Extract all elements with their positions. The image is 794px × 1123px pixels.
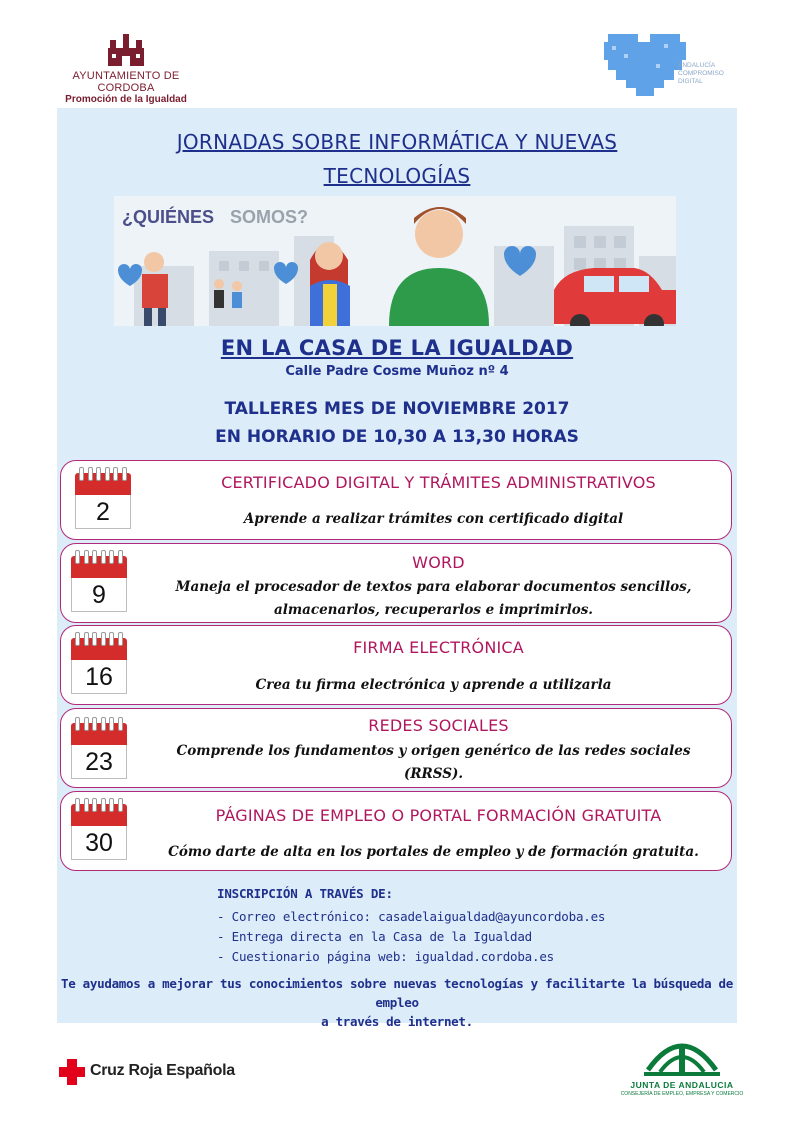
- venue-name: EN LA CASA DE LA IGUALDAD: [220, 336, 574, 360]
- junta-emblem-icon: [642, 1028, 722, 1078]
- castle-emblem-icon: [106, 34, 146, 68]
- workshop-description: Cómo darte de alta en los portales de empleo y de formación gratuita.: [168, 844, 699, 860]
- title-line-2: TECNOLOGÍAS: [323, 164, 471, 188]
- workshop-description-cont: (RRSS).: [403, 766, 464, 782]
- calendar-icon: [71, 798, 127, 860]
- calendar-icon: [71, 550, 127, 612]
- junta-name: JUNTA DE ANDALUCIA: [630, 1080, 734, 1090]
- workshop-day: 23: [85, 748, 113, 776]
- calendar-icon: [71, 717, 127, 779]
- workshop-card-word: [60, 543, 732, 623]
- workshop-description: Crea tu firma electrónica y aprende a utilizarla: [255, 677, 612, 693]
- ayuntamiento-department: Promoción de la Igualdad: [65, 94, 187, 105]
- compromiso-digital-text: ANDALUCÍA COMPROMISO DIGITAL: [678, 62, 724, 85]
- workshop-month: TALLERES MES DE NOVIEMBRE 2017: [224, 399, 570, 419]
- quienes-text: ¿QUIÉNES: [122, 207, 215, 227]
- calendar-icon: [75, 467, 131, 529]
- ayuntamiento-logo: [58, 34, 194, 105]
- cruz-roja-logo: [58, 1058, 238, 1086]
- workshop-title: REDES SOCIALES: [368, 716, 509, 735]
- closing-message: Te ayudamos a mejorar tus conocimientos sobre nuevas tecnologías y facilitarte la búsqueda de empleo a través de internet.: [61, 976, 733, 1029]
- workshop-title: PÁGINAS DE EMPLEO O PORTAL FORMACIÓN GRATUITA: [215, 806, 662, 825]
- ayuntamiento-name: AYUNTAMIENTO DE CORDOBA: [72, 70, 180, 94]
- venue-address: Calle Padre Cosme Muñoz nº 4: [285, 364, 509, 379]
- andalucia-compromiso-digital-logo: [604, 30, 744, 100]
- cruz-roja-text: Cruz Roja Española: [90, 1062, 235, 1079]
- workshop-card-empleo: [60, 791, 732, 871]
- workshop-description: Aprende a realizar trámites con certificado digital: [243, 511, 624, 527]
- workshop-description-cont: almacenarlos, recuperarlos e imprimirlos.: [273, 602, 594, 618]
- workshop-hours: EN HORARIO DE 10,30 A 13,30 HORAS: [215, 427, 579, 447]
- workshop-day: 30: [85, 829, 113, 857]
- quienes-somos-illustration: [114, 196, 676, 326]
- red-cross-icon: [58, 1058, 86, 1086]
- title-line-1: JORNADAS SOBRE INFORMÁTICA Y NUEVAS: [176, 130, 618, 154]
- workshop-title: CERTIFICADO DIGITAL Y TRÁMITES ADMINISTRATIVOS: [221, 473, 656, 492]
- junta-andalucia-logo: [618, 1028, 746, 1100]
- workshop-description: Comprende los fundamentos y origen genérico de las redes sociales: [176, 743, 691, 759]
- calendar-icon: [71, 632, 127, 694]
- workshop-day: 9: [92, 581, 106, 609]
- junta-consejeria: CONSEJERÍA DE EMPLEO, EMPRESA Y COMERCIO: [620, 1091, 744, 1097]
- workshop-day: 2: [96, 498, 110, 526]
- somos-text: SOMOS?: [230, 207, 309, 227]
- inscription-in-person: - Entrega directa en la Casa de la Igualdad: [217, 929, 533, 944]
- inscription-email: - Correo electrónico: casadelaigualdad@ayuncordoba.es: [217, 909, 606, 924]
- workshop-description: Maneja el procesador de textos para elaborar documentos sencillos,: [175, 579, 692, 595]
- workshop-title: WORD: [412, 553, 465, 572]
- inscription-web: - Cuestionario página web: igualdad.cordoba.es: [217, 949, 554, 964]
- workshop-title: FIRMA ELECTRÓNICA: [353, 638, 524, 657]
- workshop-card-redes: [60, 708, 732, 788]
- inscription-title: INSCRIPCIÓN A TRAVÉS DE:: [217, 886, 393, 901]
- workshop-card-firma: [60, 625, 732, 705]
- workshop-day: 16: [85, 663, 113, 691]
- workshop-card-certificado: [60, 460, 732, 540]
